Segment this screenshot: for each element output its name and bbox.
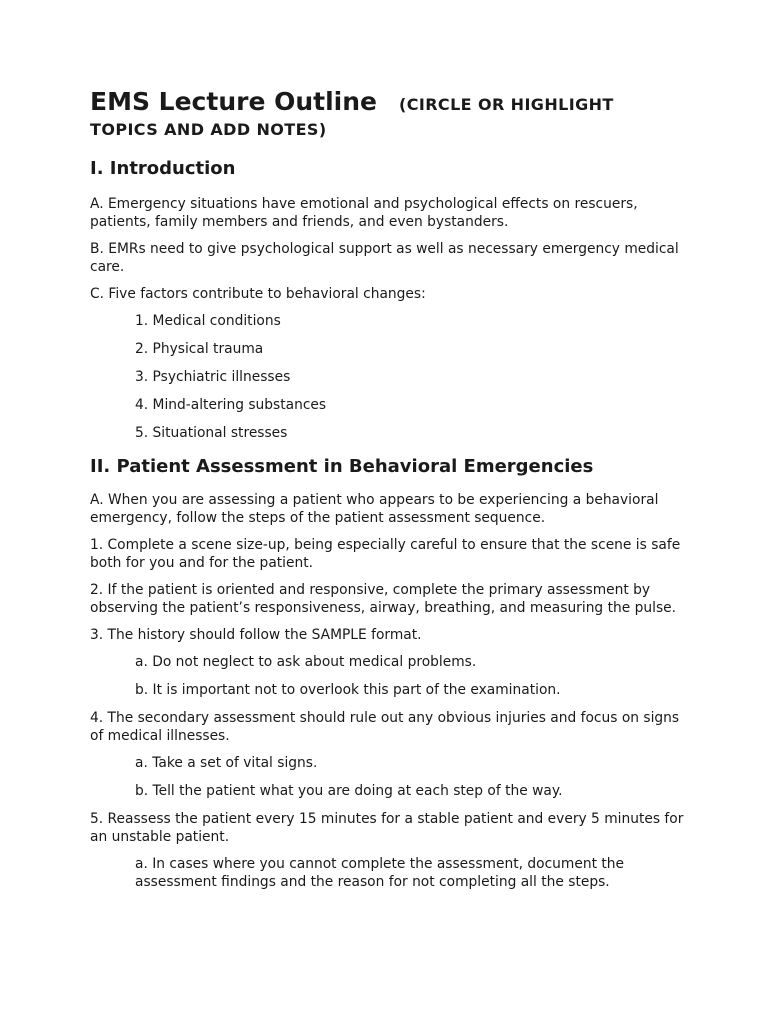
paragraph: 3. The history should follow the SAMPLE format. xyxy=(90,627,422,644)
title-main: EMS Lecture Outline xyxy=(90,87,377,116)
document-title xyxy=(90,88,690,139)
list-item: 3. Psychiatric illnesses xyxy=(135,368,291,385)
paragraph: C. Five factors contribute to behavioral changes: xyxy=(90,285,426,302)
list-item: b. It is important not to overlook this part of the examination. xyxy=(135,682,561,699)
title-note: (CIRCLE OR HIGHLIGHT xyxy=(399,95,614,114)
paragraph: 1. Complete a scene size-up, being especially careful to ensure that the scene is safe both for you and for the patient. xyxy=(90,537,681,572)
list-item: 2. Physical trauma xyxy=(135,340,264,357)
list-item: a. Do not neglect to ask about medical problems. xyxy=(135,654,477,671)
paragraph: 5. Reassess the patient every 15 minutes for a stable patient and every 5 minutes for an unstable patient. xyxy=(90,811,684,846)
document-page xyxy=(90,88,690,901)
paragraph: 2. If the patient is oriented and responsive, complete the primary assessment by observing the patient’s responsiveness, airway, breathing, and measuring the pulse. xyxy=(90,582,677,617)
list-item: a. Take a set of vital signs. xyxy=(135,755,318,772)
paragraph: A. When you are assessing a patient who appears to be experiencing a behavioral emergency, follow the steps of the patient assessment sequence. xyxy=(90,492,659,527)
section-heading-introduction: I. Introduction xyxy=(90,158,236,180)
list-item: 1. Medical conditions xyxy=(135,312,281,329)
paragraph: B. EMRs need to give psychological support as well as necessary emergency medical care. xyxy=(90,240,679,275)
title-note-continued: TOPICS AND ADD NOTES) xyxy=(90,119,327,139)
list-item: a. In cases where you cannot complete the assessment, document the assessment findings and the reason for not completing all the steps. xyxy=(135,856,625,891)
paragraph: 4. The secondary assessment should rule out any obvious injuries and focus on signs of medical illnesses. xyxy=(90,710,680,745)
list-item: 4. Mind-altering substances xyxy=(135,396,327,413)
section-heading-patient-assessment: II. Patient Assessment in Behavioral Emergencies xyxy=(90,455,594,477)
list-item: 5. Situational stresses xyxy=(135,424,288,441)
list-item: b. Tell the patient what you are doing at each step of the way. xyxy=(135,783,563,800)
paragraph: A. Emergency situations have emotional and psychological effects on rescuers, patients, family members and friends, and even bystanders. xyxy=(90,195,638,230)
